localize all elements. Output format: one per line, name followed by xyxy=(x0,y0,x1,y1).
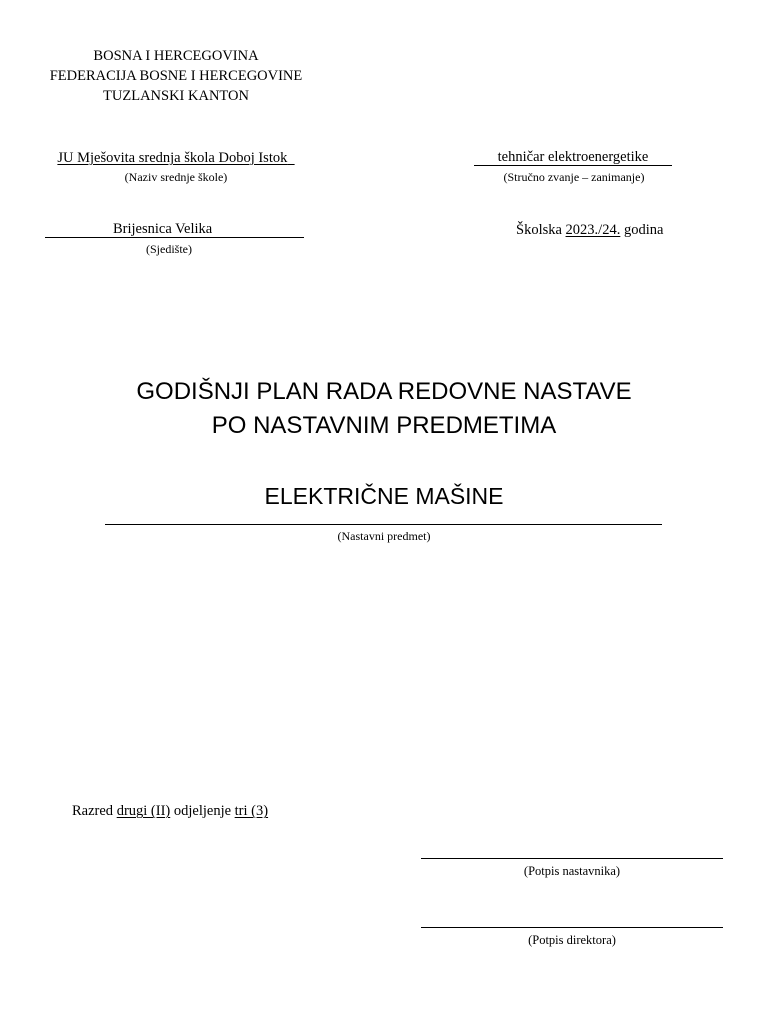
odjeljenje-value: tri (3) xyxy=(234,803,269,819)
school-name: JU Mješovita srednja škola Doboj Istok xyxy=(57,150,288,166)
subject-underline xyxy=(105,524,662,525)
profession-value: tehničar elektroenergetike xyxy=(474,149,672,166)
director-signature-line xyxy=(421,927,723,928)
title-line-2: PO NASTAVNIM PREDMETIMA xyxy=(211,412,557,439)
class-info xyxy=(72,802,472,820)
school-year xyxy=(516,221,756,239)
subject-caption: (Nastavni predmet) xyxy=(337,529,431,543)
seat-value: Brijesnica Velika xyxy=(45,221,304,238)
header-canton: TUZLANSKI KANTON xyxy=(103,88,249,104)
teacher-signature-caption: (Potpis nastavnika) xyxy=(523,864,621,878)
header-federation: FEDERACIJA BOSNE I HERCEGOVINE xyxy=(49,68,303,84)
odjeljenje-label: odjeljenje xyxy=(173,803,232,819)
school-field xyxy=(30,149,322,184)
school-caption: (Naziv srednje škole) xyxy=(124,170,228,184)
subject-name: ELEKTRIČNE MAŠINE xyxy=(264,483,504,509)
teacher-signature-line xyxy=(421,858,723,859)
school-year-suffix: godina xyxy=(623,222,664,238)
header-country: BOSNA I HERCEGOVINA xyxy=(93,48,259,64)
title-line-1: GODIŠNJI PLAN RADA REDOVNE NASTAVE xyxy=(136,378,632,405)
document-title xyxy=(0,375,768,443)
institution-header xyxy=(30,46,322,106)
school-year-value: 2023./24. xyxy=(565,222,621,238)
razred-label: Razred xyxy=(72,803,114,819)
director-signature-caption: (Potpis direktora) xyxy=(528,933,616,947)
seat-caption: (Sjedište) xyxy=(146,242,192,256)
seat-field xyxy=(45,221,305,238)
profession-field xyxy=(474,149,674,166)
razred-value: drugi (II) xyxy=(116,803,171,819)
profession-caption: (Stručno zvanje – zanimanje) xyxy=(503,170,645,184)
school-year-prefix: Školska xyxy=(516,222,562,238)
